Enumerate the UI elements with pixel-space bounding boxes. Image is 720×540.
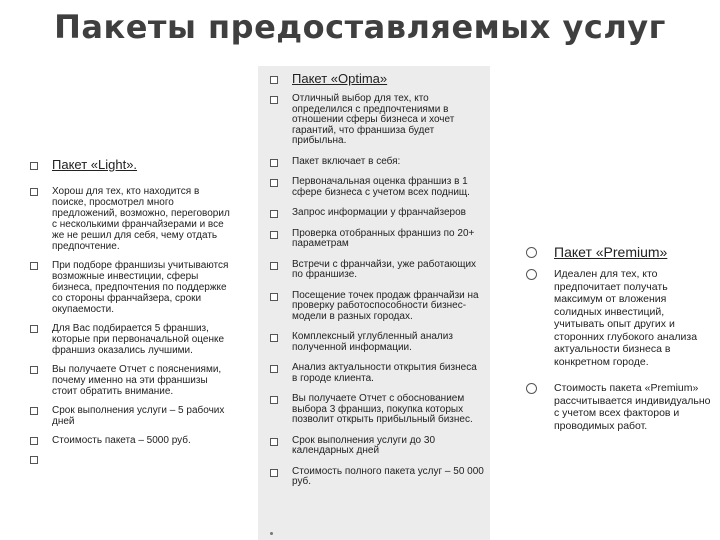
premium-package-header [522, 244, 714, 260]
list-item-text: Стоимость пакета – 5000 руб. [52, 435, 191, 446]
light-package-header [30, 158, 230, 172]
square-bullet-icon [270, 334, 278, 342]
list-item [270, 332, 484, 353]
square-bullet-icon [30, 188, 38, 196]
square-bullet-icon [270, 159, 278, 167]
list-item [270, 291, 484, 323]
optima-package-column [258, 66, 490, 540]
optima-package-list [258, 66, 490, 488]
list-item [522, 382, 714, 432]
list-item-text: Срок выполнения услуги – 5 рабочих дней [52, 405, 225, 427]
list-item [270, 394, 484, 426]
square-bullet-icon [30, 437, 38, 445]
list-item [270, 436, 484, 457]
square-bullet-icon [270, 396, 278, 404]
list-item-text: Стоимость полного пакета услуг – 50 000 руб. [292, 465, 484, 487]
list-item-text: Хорош для тех, кто находится в поиске, просмотрел много предложений, возможно, переговорил с несколькими франчайзерами и все же не решил для себя, чему отдать предпочтение. [52, 186, 230, 252]
list-item-text: Проверка отобранных франшиз по 20+ параметрам [292, 227, 475, 249]
optima-package-header [270, 72, 484, 86]
list-item-text: Отличный выбор для тех, кто определился с предпочтениями в отношении сферы бизнеса и хочет гарантий, что франшиза будет прибыльна. [292, 93, 455, 146]
circle-bullet-icon [526, 383, 537, 394]
light-package-title: Пакет «Light». [52, 157, 138, 172]
list-item [270, 229, 484, 250]
list-item-text: Комплексный углубленный анализ полученной информации. [292, 331, 453, 353]
list-item [30, 435, 230, 446]
list-item-text: Стоимость пакета «Premium» рассчитывается индивидуально с учетом всех факторов и проводимых работ. [554, 382, 711, 432]
list-item [30, 405, 230, 427]
square-bullet-icon [270, 262, 278, 270]
square-bullet-icon [270, 365, 278, 373]
list-item [522, 268, 714, 368]
list-item [270, 260, 484, 281]
square-bullet-icon [270, 438, 278, 446]
premium-package-title: Пакет «Premium» [554, 244, 668, 260]
light-package-column [30, 158, 230, 454]
square-bullet-icon [270, 210, 278, 218]
light-package-list [30, 158, 230, 446]
circle-bullet-icon [526, 269, 537, 280]
list-item-text: Идеален для тех, кто предпочитает получать максимум от вложения солидных инвестиций, учитывать опыт других и сторонних глубокого анализа актуальности бизнеса в конкретном городе. [554, 268, 698, 368]
list-item [270, 467, 484, 488]
square-bullet-icon [30, 262, 38, 270]
list-item-text: Вы получаете Отчет с обоснованием выбора 3 франшиз, покупка которых позволит открыть прибыльный бизнес. [292, 393, 473, 425]
square-bullet-icon [270, 76, 278, 84]
list-item [270, 208, 484, 219]
square-bullet-icon [30, 366, 38, 374]
list-item [270, 363, 484, 384]
list-item [30, 260, 230, 315]
list-item-text: Для Вас подбирается 5 франшиз, которые при первоначальной оценке франшиз оказались лучшими. [52, 323, 225, 356]
square-bullet-icon [270, 96, 278, 104]
page-title: Пакеты предоставляемых услуг [54, 8, 666, 46]
list-item-text: Вы получаете Отчет с пояснениями, почему именно на эти франшизы стоит обратить внимание. [52, 364, 222, 397]
list-item-text: Встречи с франчайзи, уже работающих по франшизе. [292, 258, 477, 280]
square-bullet-icon [270, 179, 278, 187]
square-bullet-icon [30, 325, 38, 333]
list-item [30, 323, 230, 356]
list-item [30, 186, 230, 252]
square-bullet-icon [30, 407, 38, 415]
list-item [270, 177, 484, 198]
square-bullet-icon [30, 162, 38, 170]
dot-bullet-icon [270, 532, 273, 535]
list-item-text: Срок выполнения услуги до 30 календарных дней [292, 434, 436, 456]
square-bullet-icon [270, 293, 278, 301]
list-item-text: Первоначальная оценка франшиз в 1 сфере бизнеса с учетом всех поднищ. [292, 176, 470, 198]
list-item [270, 157, 484, 168]
list-item [270, 94, 484, 147]
list-item-text: Пакет включает в себя: [292, 155, 401, 167]
square-bullet-icon [30, 456, 38, 464]
optima-package-title: Пакет «Optima» [292, 71, 388, 86]
list-item [30, 364, 230, 397]
square-bullet-icon [270, 231, 278, 239]
premium-package-column [522, 244, 714, 446]
list-item-text: Анализ актуальности открытия бизнеса в городе клиента. [292, 362, 477, 384]
square-bullet-icon [270, 469, 278, 477]
premium-package-list [522, 244, 714, 432]
list-item-text: Запрос информации у франчайзеров [292, 207, 466, 218]
list-item-text: При подборе франшизы учитываются возможные инвестиции, сферы бизнеса, предпочтения по поддержке со стороны франчайзера, сроки окупаемости. [52, 260, 229, 315]
list-item-text: Посещение точек продаж франчайзи на проверку работоспособности бизнес-модели в разных городах. [292, 289, 479, 322]
circle-bullet-icon [526, 247, 537, 258]
